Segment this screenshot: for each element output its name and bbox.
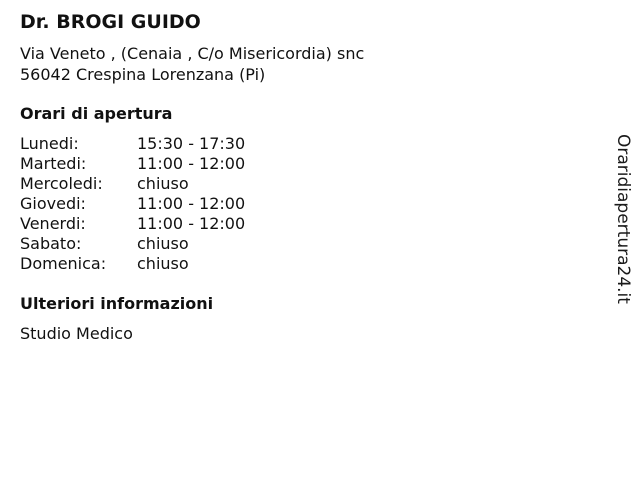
day-label: Mercoledi: [20, 174, 103, 193]
address-line-city: 56042 Crespina Lorenzana (Pi) [20, 65, 266, 84]
day-label: Sabato: [20, 234, 82, 253]
day-label: Venerdi: [20, 214, 86, 233]
time-value: 11:00 - 12:00 [137, 214, 246, 233]
day-label: Martedi: [20, 154, 87, 173]
time-value: chiuso [137, 234, 189, 253]
day-label: Giovedi: [20, 194, 86, 213]
hours-row-saturday [20, 234, 245, 254]
site-brand-watermark: Oraridiapertura24.it [613, 134, 633, 304]
time-value: 11:00 - 12:00 [137, 154, 246, 173]
further-info-heading: Ulteriori informazioni [20, 294, 214, 313]
address-line-street: Via Veneto , (Cenaia , C/o Misericordia) snc [20, 44, 365, 63]
hours-row-monday [20, 134, 245, 154]
time-value: 15:30 - 17:30 [137, 134, 246, 153]
hours-row-sunday [20, 254, 245, 274]
page-title: Dr. BROGI GUIDO [20, 11, 201, 33]
hours-row-tuesday [20, 154, 245, 174]
hours-row-friday [20, 214, 245, 234]
opening-hours-heading: Orari di apertura [20, 104, 173, 123]
further-info-text: Studio Medico [20, 324, 133, 343]
hours-row-thursday [20, 194, 245, 214]
time-value: chiuso [137, 254, 189, 273]
time-value: chiuso [137, 174, 189, 193]
time-value: 11:00 - 12:00 [137, 194, 246, 213]
opening-hours-table [20, 134, 245, 274]
day-label: Lunedi: [20, 134, 79, 153]
day-label: Domenica: [20, 254, 107, 273]
hours-row-wednesday [20, 174, 245, 194]
address-block [20, 43, 364, 85]
